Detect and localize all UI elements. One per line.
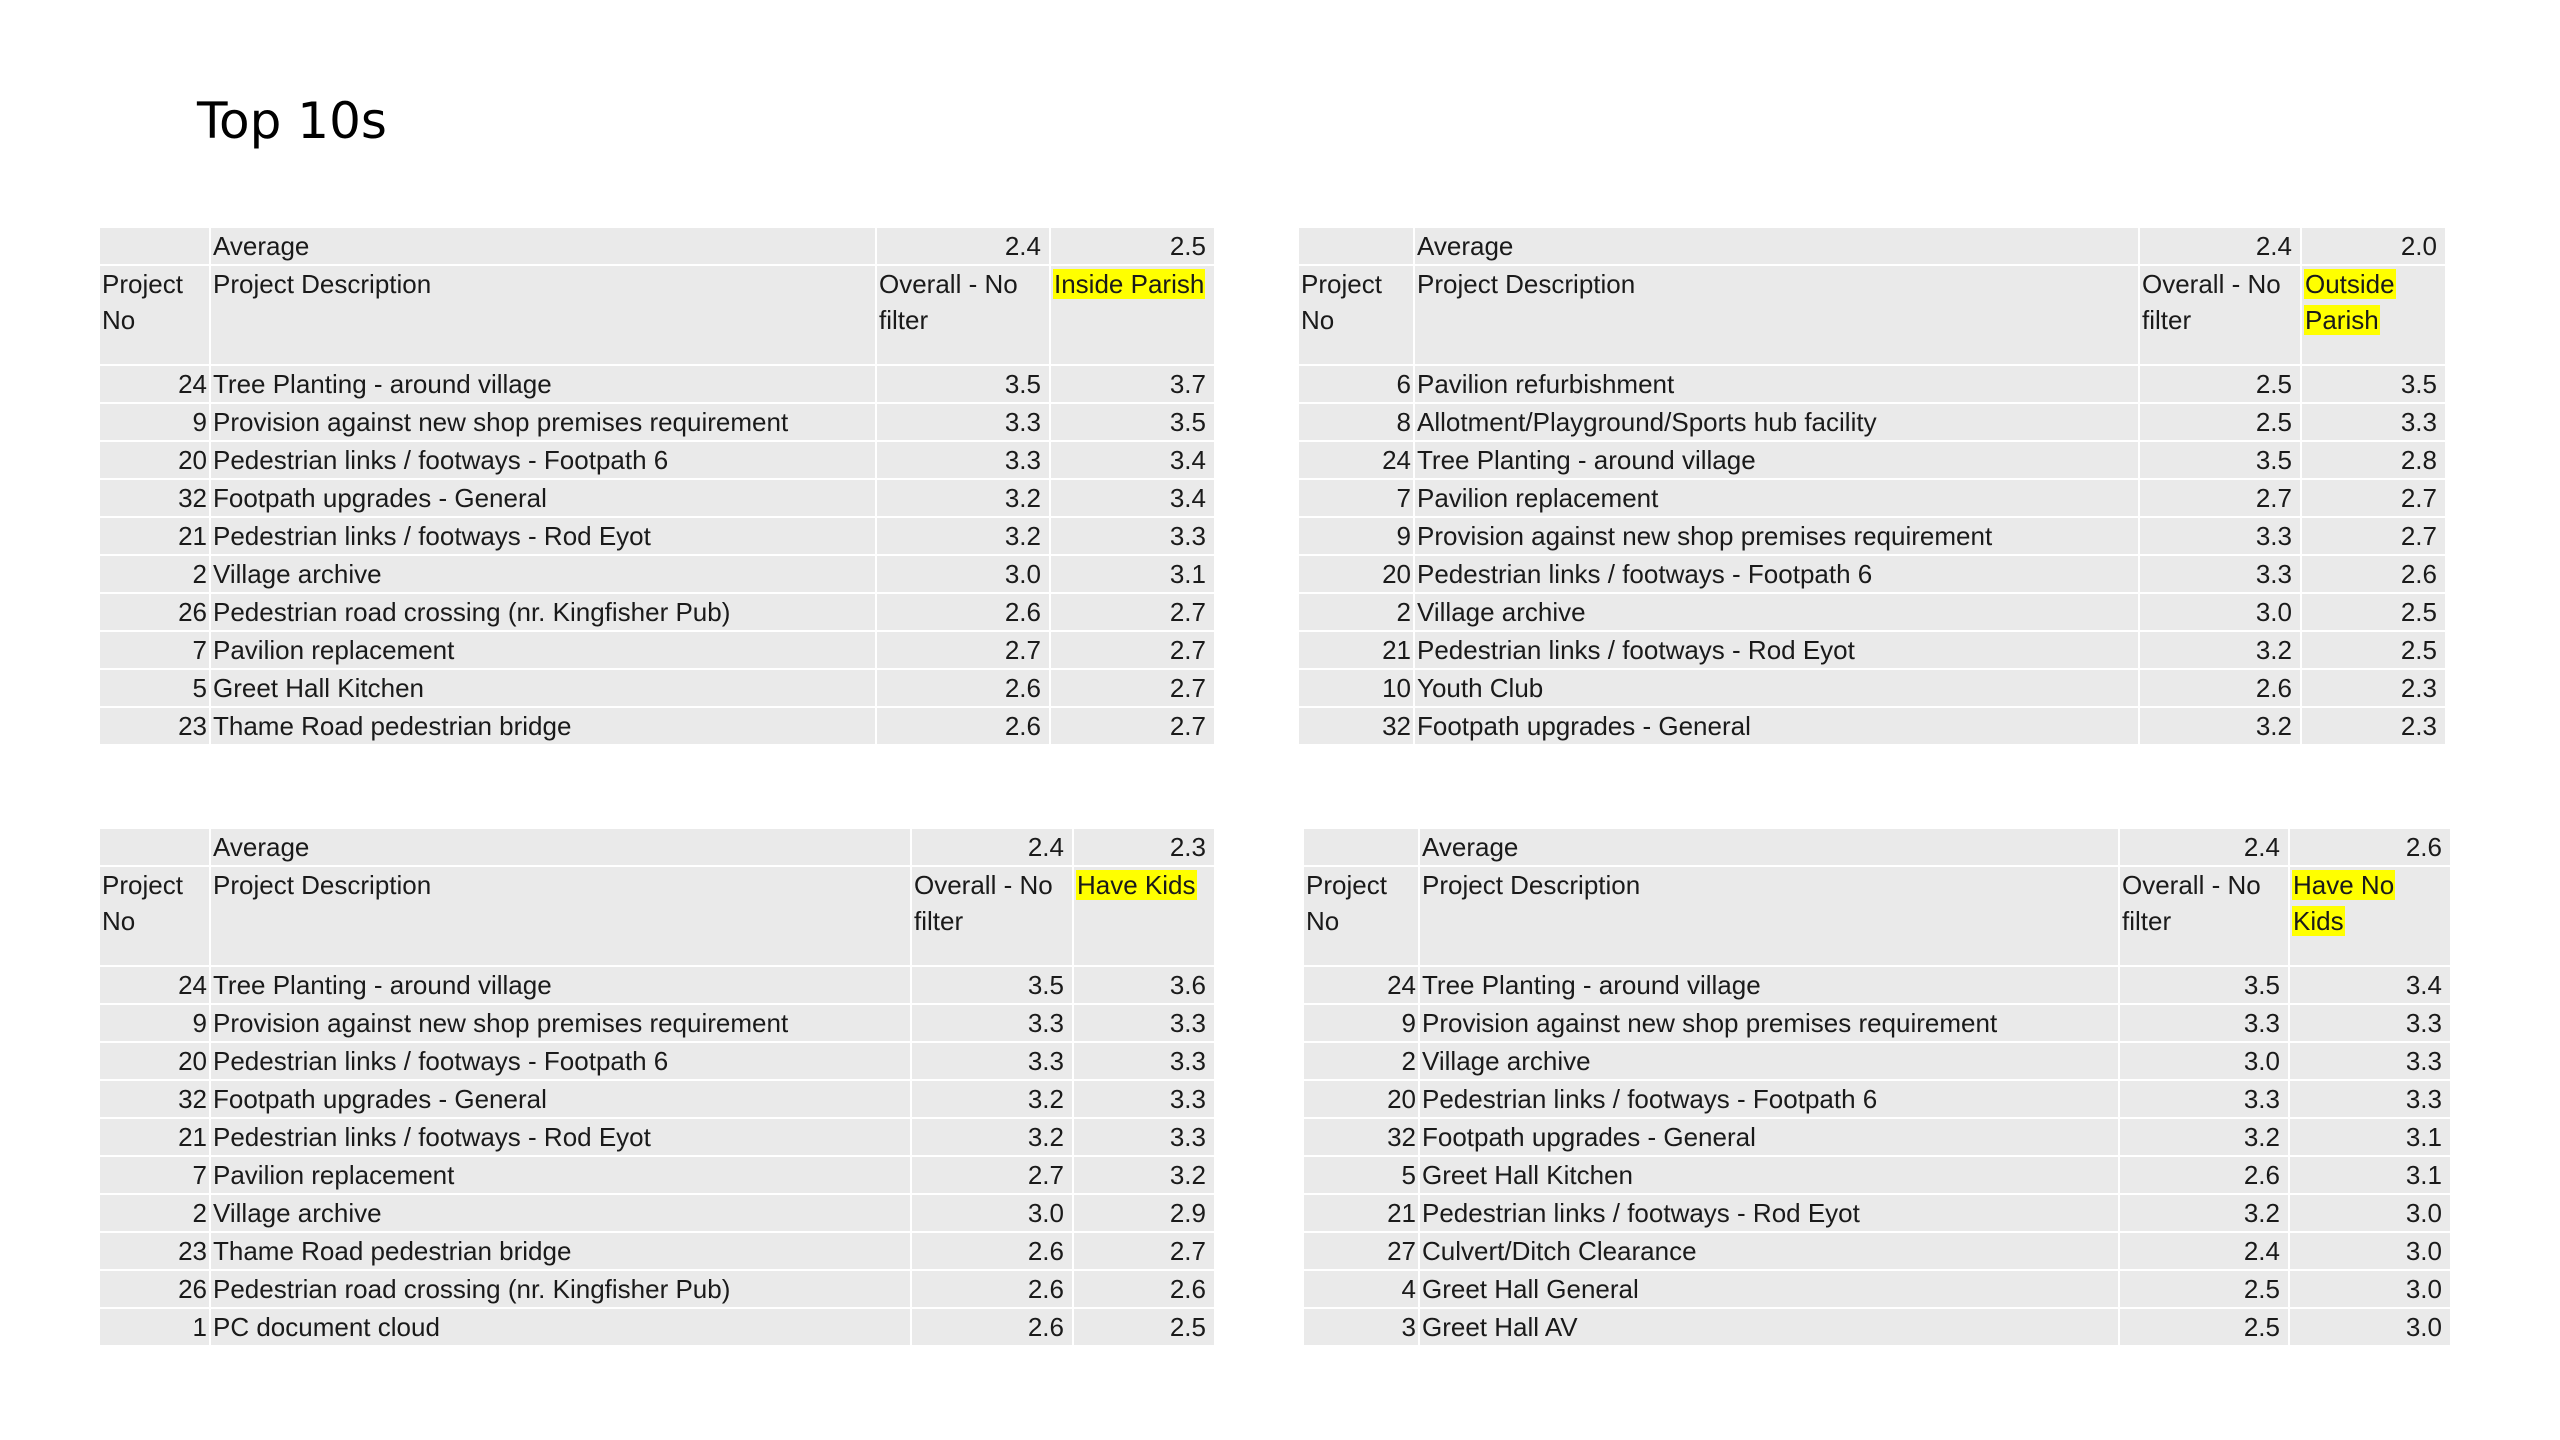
- project-description: Pavilion replacement: [210, 631, 876, 669]
- filter-score: 2.5: [2301, 631, 2445, 669]
- filter-score: 3.4: [1050, 441, 1214, 479]
- table-row: [1299, 365, 2445, 403]
- overall-score: 2.6: [2119, 1156, 2289, 1194]
- header-project-no: Project No: [100, 866, 210, 966]
- average-spacer: [100, 228, 210, 265]
- filter-score: 2.7: [1050, 669, 1214, 707]
- overall-score: 3.2: [911, 1080, 1073, 1118]
- header-row: [100, 866, 1214, 966]
- table-row: [1304, 1118, 2450, 1156]
- average-row: [1304, 829, 2450, 866]
- project-description: Pedestrian links / footways - Footpath 6: [210, 1042, 911, 1080]
- project-description: Tree Planting - around village: [1419, 966, 2119, 1004]
- project-number: 5: [1304, 1156, 1419, 1194]
- table-row: [100, 669, 1214, 707]
- overall-score: 3.2: [2119, 1194, 2289, 1232]
- average-filter: 2.3: [1073, 829, 1214, 866]
- overall-score: 3.3: [911, 1042, 1073, 1080]
- overall-score: 3.5: [911, 966, 1073, 1004]
- header-project-no: Project No: [1299, 265, 1414, 365]
- project-number: 21: [1304, 1194, 1419, 1232]
- project-number: 3: [1304, 1308, 1419, 1346]
- overall-score: 3.0: [2119, 1042, 2289, 1080]
- filter-score: 3.1: [2289, 1156, 2450, 1194]
- header-overall: Overall - No filter: [876, 265, 1050, 365]
- project-description: Pedestrian road crossing (nr. Kingfisher Pub): [210, 1270, 911, 1308]
- header-project-description: Project Description: [1414, 265, 2139, 365]
- project-description: Footpath upgrades - General: [210, 1080, 911, 1118]
- top10-table-have-kids: [100, 829, 1214, 1347]
- project-description: Pedestrian links / footways - Footpath 6: [210, 441, 876, 479]
- overall-score: 2.6: [876, 593, 1050, 631]
- overall-score: 3.3: [911, 1004, 1073, 1042]
- project-number: 23: [100, 707, 210, 745]
- project-number: 9: [1299, 517, 1414, 555]
- overall-score: 3.3: [2119, 1004, 2289, 1042]
- project-number: 7: [1299, 479, 1414, 517]
- filter-score: 2.8: [2301, 441, 2445, 479]
- project-description: Tree Planting - around village: [1414, 441, 2139, 479]
- average-label: Average: [1419, 829, 2119, 866]
- project-description: Youth Club: [1414, 669, 2139, 707]
- overall-score: 3.5: [876, 365, 1050, 403]
- table-row: [100, 966, 1214, 1004]
- header-filter: [2289, 866, 2450, 966]
- table-row: [100, 707, 1214, 745]
- project-description: Greet Hall AV: [1419, 1308, 2119, 1346]
- overall-score: 2.5: [2119, 1308, 2289, 1346]
- table-row: [100, 555, 1214, 593]
- header-project-description: Project Description: [210, 866, 911, 966]
- filter-score: 3.0: [2289, 1194, 2450, 1232]
- project-description: Village archive: [1419, 1042, 2119, 1080]
- project-number: 20: [100, 1042, 210, 1080]
- filter-highlight: Have No Kids: [2293, 870, 2395, 936]
- overall-score: 3.2: [876, 517, 1050, 555]
- project-description: Provision against new shop premises requirement: [210, 1004, 911, 1042]
- filter-score: 2.7: [2301, 479, 2445, 517]
- project-number: 24: [1304, 966, 1419, 1004]
- overall-score: 3.0: [876, 555, 1050, 593]
- filter-score: 2.7: [2301, 517, 2445, 555]
- average-label: Average: [210, 228, 876, 265]
- filter-score: 3.3: [1073, 1042, 1214, 1080]
- project-description: Culvert/Ditch Clearance: [1419, 1232, 2119, 1270]
- filter-score: 3.0: [2289, 1270, 2450, 1308]
- project-description: PC document cloud: [210, 1308, 911, 1346]
- filter-score: 2.7: [1050, 631, 1214, 669]
- overall-score: 2.6: [876, 707, 1050, 745]
- table-row: [1299, 479, 2445, 517]
- overall-score: 2.5: [2139, 403, 2301, 441]
- project-description: Footpath upgrades - General: [210, 479, 876, 517]
- project-number: 24: [100, 365, 210, 403]
- overall-score: 2.5: [2119, 1270, 2289, 1308]
- project-description: Provision against new shop premises requirement: [1414, 517, 2139, 555]
- overall-score: 3.2: [2139, 707, 2301, 745]
- filter-score: 2.7: [1073, 1232, 1214, 1270]
- project-description: Pedestrian road crossing (nr. Kingfisher Pub): [210, 593, 876, 631]
- overall-score: 3.3: [2139, 555, 2301, 593]
- table-row: [1299, 517, 2445, 555]
- overall-score: 3.3: [2119, 1080, 2289, 1118]
- overall-score: 3.0: [911, 1194, 1073, 1232]
- overall-score: 3.3: [876, 403, 1050, 441]
- filter-score: 3.5: [1050, 403, 1214, 441]
- average-spacer: [1299, 228, 1414, 265]
- project-number: 7: [100, 1156, 210, 1194]
- table-row: [100, 479, 1214, 517]
- project-number: 21: [100, 1118, 210, 1156]
- project-description: Pavilion replacement: [210, 1156, 911, 1194]
- filter-score: 2.6: [1073, 1270, 1214, 1308]
- project-description: Village archive: [1414, 593, 2139, 631]
- top10-table-outside-parish: [1299, 228, 2445, 746]
- project-number: 9: [1304, 1004, 1419, 1042]
- filter-score: 2.3: [2301, 669, 2445, 707]
- project-number: 21: [100, 517, 210, 555]
- project-number: 4: [1304, 1270, 1419, 1308]
- filter-score: 2.5: [1073, 1308, 1214, 1346]
- project-number: 2: [1299, 593, 1414, 631]
- table-row: [100, 365, 1214, 403]
- overall-score: 2.6: [911, 1270, 1073, 1308]
- average-row: [100, 228, 1214, 265]
- filter-score: 2.5: [2301, 593, 2445, 631]
- page-title: Top 10s: [197, 92, 387, 150]
- project-number: 20: [1299, 555, 1414, 593]
- table-row: [1299, 631, 2445, 669]
- overall-score: 2.4: [2119, 1232, 2289, 1270]
- project-number: 5: [100, 669, 210, 707]
- project-number: 7: [100, 631, 210, 669]
- table-row: [1299, 707, 2445, 745]
- overall-score: 3.0: [2139, 593, 2301, 631]
- project-number: 10: [1299, 669, 1414, 707]
- table-row: [100, 1156, 1214, 1194]
- overall-score: 3.2: [911, 1118, 1073, 1156]
- header-row: [100, 265, 1214, 365]
- overall-score: 2.7: [911, 1156, 1073, 1194]
- filter-score: 3.3: [1073, 1004, 1214, 1042]
- project-description: Village archive: [210, 1194, 911, 1232]
- table-row: [100, 403, 1214, 441]
- table-row: [100, 1308, 1214, 1346]
- header-project-no: Project No: [100, 265, 210, 365]
- project-number: 24: [100, 966, 210, 1004]
- average-label: Average: [1414, 228, 2139, 265]
- header-filter: [2301, 265, 2445, 365]
- table-row: [100, 1118, 1214, 1156]
- overall-score: 3.3: [876, 441, 1050, 479]
- average-filter: 2.0: [2301, 228, 2445, 265]
- filter-score: 2.7: [1050, 707, 1214, 745]
- table-row: [100, 1080, 1214, 1118]
- project-number: 20: [1304, 1080, 1419, 1118]
- filter-score: 3.3: [2301, 403, 2445, 441]
- project-number: 6: [1299, 365, 1414, 403]
- overall-score: 2.7: [2139, 479, 2301, 517]
- project-number: 2: [1304, 1042, 1419, 1080]
- overall-score: 2.7: [876, 631, 1050, 669]
- project-number: 32: [100, 479, 210, 517]
- table-row: [100, 1042, 1214, 1080]
- project-number: 9: [100, 1004, 210, 1042]
- table-row: [1304, 1308, 2450, 1346]
- average-overall: 2.4: [876, 228, 1050, 265]
- project-description: Provision against new shop premises requirement: [1419, 1004, 2119, 1042]
- project-number: 8: [1299, 403, 1414, 441]
- header-filter: [1050, 265, 1214, 365]
- project-number: 21: [1299, 631, 1414, 669]
- top10-table-inside-parish: [100, 228, 1214, 746]
- table-row: [1304, 1232, 2450, 1270]
- filter-highlight: Have Kids: [1077, 870, 1196, 900]
- average-overall: 2.4: [2119, 829, 2289, 866]
- header-project-description: Project Description: [1419, 866, 2119, 966]
- overall-score: 2.5: [2139, 365, 2301, 403]
- header-overall: Overall - No filter: [911, 866, 1073, 966]
- project-description: Pavilion replacement: [1414, 479, 2139, 517]
- header-overall: Overall - No filter: [2139, 265, 2301, 365]
- table-row: [1304, 1270, 2450, 1308]
- filter-score: 3.3: [1073, 1118, 1214, 1156]
- project-description: Pedestrian links / footways - Rod Eyot: [1419, 1194, 2119, 1232]
- average-filter: 2.5: [1050, 228, 1214, 265]
- overall-score: 3.2: [2119, 1118, 2289, 1156]
- average-filter: 2.6: [2289, 829, 2450, 866]
- project-number: 23: [100, 1232, 210, 1270]
- project-description: Footpath upgrades - General: [1419, 1118, 2119, 1156]
- table-row: [1304, 1042, 2450, 1080]
- filter-score: 2.9: [1073, 1194, 1214, 1232]
- table-row: [1299, 403, 2445, 441]
- project-description: Pedestrian links / footways - Rod Eyot: [210, 1118, 911, 1156]
- project-description: Thame Road pedestrian bridge: [210, 707, 876, 745]
- average-spacer: [100, 829, 210, 866]
- project-number: 26: [100, 1270, 210, 1308]
- table-row: [1299, 555, 2445, 593]
- table-row: [1299, 441, 2445, 479]
- filter-score: 3.0: [2289, 1232, 2450, 1270]
- project-description: Greet Hall General: [1419, 1270, 2119, 1308]
- average-label: Average: [210, 829, 911, 866]
- filter-highlight: Outside Parish: [2305, 269, 2395, 335]
- project-number: 9: [100, 403, 210, 441]
- filter-score: 3.3: [2289, 1004, 2450, 1042]
- project-number: 32: [1299, 707, 1414, 745]
- project-number: 24: [1299, 441, 1414, 479]
- filter-score: 2.7: [1050, 593, 1214, 631]
- overall-score: 2.6: [876, 669, 1050, 707]
- filter-score: 2.3: [2301, 707, 2445, 745]
- table-row: [1299, 593, 2445, 631]
- header-filter: [1073, 866, 1214, 966]
- table-row: [1304, 1004, 2450, 1042]
- table-row: [100, 1004, 1214, 1042]
- project-number: 2: [100, 555, 210, 593]
- overall-score: 3.3: [2139, 517, 2301, 555]
- overall-score: 3.5: [2139, 441, 2301, 479]
- project-number: 27: [1304, 1232, 1419, 1270]
- project-description: Footpath upgrades - General: [1414, 707, 2139, 745]
- overall-score: 3.2: [2139, 631, 2301, 669]
- project-number: 2: [100, 1194, 210, 1232]
- project-description: Pedestrian links / footways - Footpath 6: [1419, 1080, 2119, 1118]
- table-row: [100, 631, 1214, 669]
- project-description: Pavilion refurbishment: [1414, 365, 2139, 403]
- filter-highlight: Inside Parish: [1054, 269, 1205, 299]
- header-row: [1304, 866, 2450, 966]
- project-number: 32: [1304, 1118, 1419, 1156]
- project-description: Allotment/Playground/Sports hub facility: [1414, 403, 2139, 441]
- overall-score: 2.6: [911, 1232, 1073, 1270]
- filter-score: 3.7: [1050, 365, 1214, 403]
- average-overall: 2.4: [911, 829, 1073, 866]
- filter-score: 3.3: [2289, 1080, 2450, 1118]
- average-row: [100, 829, 1214, 866]
- project-description: Greet Hall Kitchen: [210, 669, 876, 707]
- table-row: [100, 517, 1214, 555]
- project-number: 20: [100, 441, 210, 479]
- filter-score: 3.3: [2289, 1042, 2450, 1080]
- project-description: Greet Hall Kitchen: [1419, 1156, 2119, 1194]
- filter-score: 3.3: [1050, 517, 1214, 555]
- table-row: [1304, 1194, 2450, 1232]
- overall-score: 3.2: [876, 479, 1050, 517]
- project-number: 1: [100, 1308, 210, 1346]
- filter-score: 3.3: [1073, 1080, 1214, 1118]
- project-description: Pedestrian links / footways - Rod Eyot: [1414, 631, 2139, 669]
- project-description: Village archive: [210, 555, 876, 593]
- table-row: [1304, 966, 2450, 1004]
- project-description: Thame Road pedestrian bridge: [210, 1232, 911, 1270]
- table-row: [100, 441, 1214, 479]
- table-row: [100, 1232, 1214, 1270]
- filter-score: 2.6: [2301, 555, 2445, 593]
- table-row: [1304, 1156, 2450, 1194]
- overall-score: 2.6: [911, 1308, 1073, 1346]
- filter-score: 3.2: [1073, 1156, 1214, 1194]
- project-number: 32: [100, 1080, 210, 1118]
- table-row: [100, 1270, 1214, 1308]
- table-row: [1299, 669, 2445, 707]
- header-overall: Overall - No filter: [2119, 866, 2289, 966]
- project-number: 26: [100, 593, 210, 631]
- project-description: Pedestrian links / footways - Rod Eyot: [210, 517, 876, 555]
- overall-score: 2.6: [2139, 669, 2301, 707]
- table-row: [100, 593, 1214, 631]
- project-description: Tree Planting - around village: [210, 966, 911, 1004]
- average-spacer: [1304, 829, 1419, 866]
- filter-score: 3.0: [2289, 1308, 2450, 1346]
- filter-score: 3.4: [2289, 966, 2450, 1004]
- filter-score: 3.1: [2289, 1118, 2450, 1156]
- table-row: [1304, 1080, 2450, 1118]
- table-row: [100, 1194, 1214, 1232]
- filter-score: 3.5: [2301, 365, 2445, 403]
- project-description: Pedestrian links / footways - Footpath 6: [1414, 555, 2139, 593]
- header-project-description: Project Description: [210, 265, 876, 365]
- header-project-no: Project No: [1304, 866, 1419, 966]
- top10-table-have-no-kids: [1304, 829, 2450, 1347]
- filter-score: 3.6: [1073, 966, 1214, 1004]
- overall-score: 3.5: [2119, 966, 2289, 1004]
- average-row: [1299, 228, 2445, 265]
- project-description: Tree Planting - around village: [210, 365, 876, 403]
- average-overall: 2.4: [2139, 228, 2301, 265]
- filter-score: 3.4: [1050, 479, 1214, 517]
- header-row: [1299, 265, 2445, 365]
- project-description: Provision against new shop premises requirement: [210, 403, 876, 441]
- filter-score: 3.1: [1050, 555, 1214, 593]
